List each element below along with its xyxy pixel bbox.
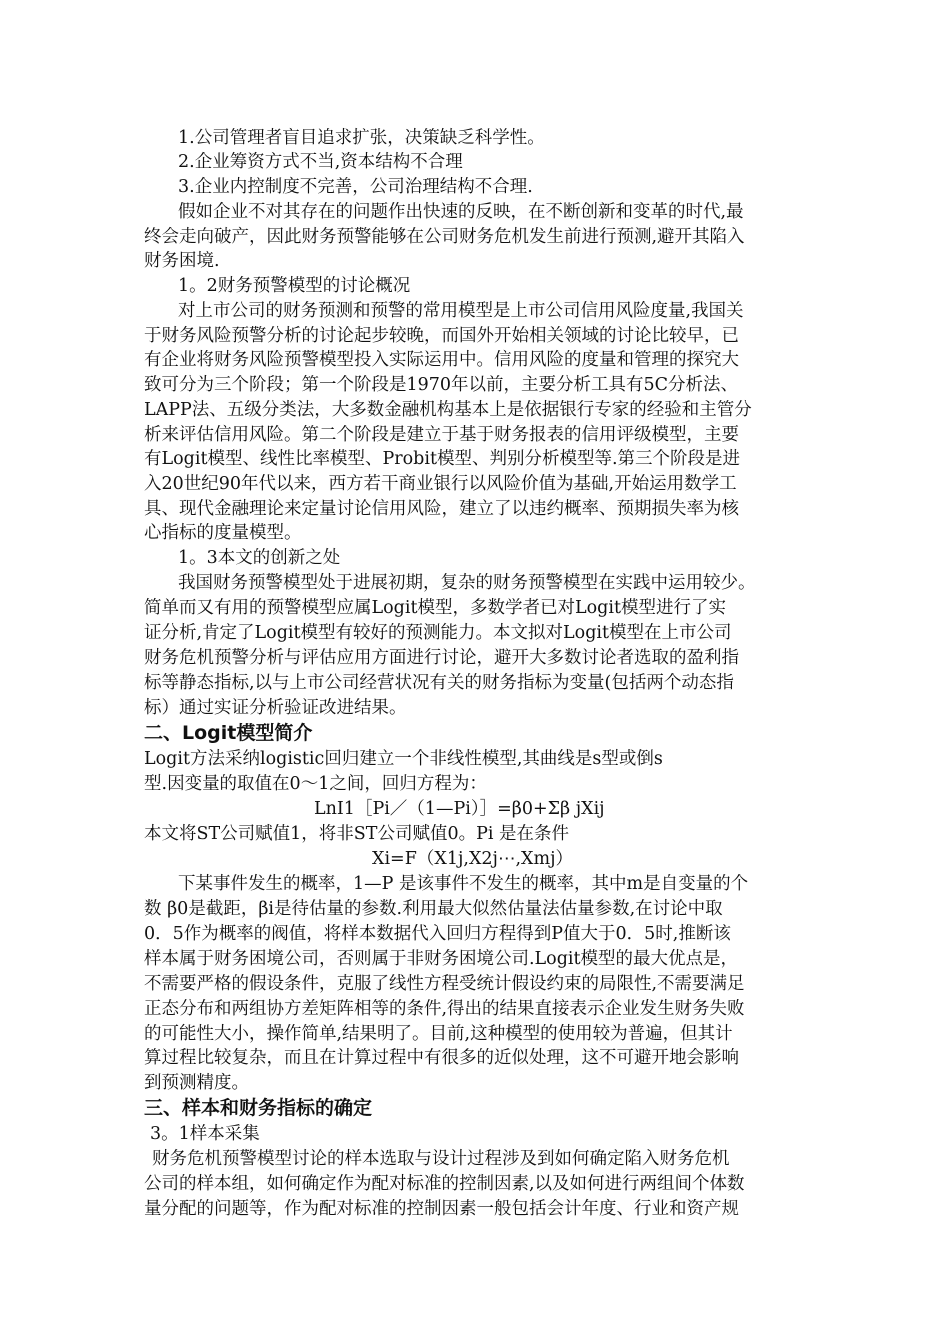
paragraph-line: 算过程比较复杂，而且在计算过程中有很多的近似处理，这不可避开地会影响 [144, 1048, 739, 1068]
paragraph-line: 我国财务预警模型处于进展初期，复杂的财务预警模型在实践中运用较少。 [178, 573, 756, 593]
paragraph-line: 具、现代金融理论来定量讨论信用风险，建立了以违约概率、预期损失率为核 [144, 499, 739, 519]
paragraph-line: 对上市公司的财务预测和预警的常用模型是上市公司信用风险度量,我国关 [178, 301, 744, 321]
section-heading: 三、样本和财务指标的确定 [144, 1097, 373, 1119]
paragraph-line: 下某事件发生的概率，1—P 是该事件不发生的概率，其中m是自变量的个 [178, 874, 749, 894]
paragraph-line: 公司的样本组，如何确定作为配对标准的控制因素,以及如何进行两组间个体数 [144, 1174, 745, 1194]
paragraph-line: 财务危机预警分析与评估应用方面进行讨论，避开大多数讨论者选取的盈利指 [144, 648, 739, 668]
paragraph-line: 型.因变量的取值在0～1之间，回归方程为： [144, 774, 487, 794]
paragraph-line: 0．5作为概率的阀值，将样本数据代入回归方程得到P值大于0．5时,推断该 [144, 924, 731, 944]
paragraph-line: 本文将ST公司赋值1，将非ST公司赋值0。Pi 是在条件 [144, 824, 570, 844]
paragraph-line: LAPP法、五级分类法，大多数金融机构基本上是依据银行专家的经验和主管分 [144, 400, 752, 420]
paragraph-line: 简单而又有用的预警模型应属Logit模型，多数学者已对Logit模型进行了实 [144, 598, 726, 618]
section-subheading: 1。3本文的创新之处 [178, 548, 341, 568]
paragraph-line: 致可分为三个阶段；第一个阶段是1970年以前，主要分析工具有5C分析法、 [144, 375, 739, 395]
list-item: 3.企业内控制度不完善，公司治理结构不合理. [178, 177, 533, 197]
section-subheading: 3。1样本采集 [150, 1124, 260, 1144]
paragraph-line: Logit方法采纳logistic回归建立一个非线性模型,其曲线是s型或倒s [144, 749, 663, 769]
paragraph-line: 有Logit模型、线性比率模型、Probit模型、判别分析模型等.第三个阶段是进 [144, 449, 741, 469]
section-subheading: 1。2财务预警模型的讨论概况 [178, 276, 411, 296]
paragraph-line: 的可能性大小，操作简单,结果明了。目前,这种模型的使用较为普遍，但其计 [144, 1024, 733, 1044]
paragraph-line: 正态分布和两组协方差矩阵相等的条件,得出的结果直接表示企业发生财务失败 [144, 999, 745, 1019]
paragraph-line: 有企业将财务风险预警模型投入实际运用中。信用风险的度量和管理的探究大 [144, 350, 739, 370]
condition-formula: Xi=F（X1j,X2j⋯,Xmj） [372, 849, 574, 869]
regression-formula: LnI1［Pi／（1—Pi）］=β0+Σβ jXij [314, 799, 605, 819]
paragraph-line: 假如企业不对其存在的问题作出快速的反映，在不断创新和变革的时代,最 [178, 202, 744, 222]
paragraph-line: 到预测精度。 [144, 1073, 249, 1093]
paragraph-line: 财务困境. [144, 251, 220, 271]
paragraph-line: 量分配的问题等，作为配对标准的控制因素一般包括会计年度、行业和资产规 [144, 1199, 739, 1219]
paragraph-line: 证分析,肯定了Logit模型有较好的预测能力。本文拟对Logit模型在上市公司 [144, 623, 732, 643]
paragraph-line: 终会走向破产，因此财务预警能够在公司财务危机发生前进行预测,避开其陷入 [144, 227, 745, 247]
paragraph-line: 于财务风险预警分析的讨论起步较晚，而国外开始相关领域的讨论比较早，已 [144, 326, 739, 346]
paragraph-line: 财务危机预警模型讨论的样本选取与设计过程涉及到如何确定陷入财务危机 [152, 1149, 730, 1169]
paragraph-line: 数 β0是截距，βi是待估量的参数.利用最大似然估量法估量参数,在讨论中取 [144, 899, 723, 919]
paragraph-line: 样本属于财务困境公司，否则属于非财务困境公司.Logit模型的最大优点是， [144, 949, 739, 969]
paragraph-line: 标等静态指标,以与上市公司经营状况有关的财务指标为变量(包括两个动态指 [144, 673, 734, 693]
paragraph-line: 心指标的度量模型。 [144, 523, 302, 543]
paragraph-line: 不需要严格的假设条件，克服了线性方程受统计假设约束的局限性,不需要满足 [144, 974, 745, 994]
paragraph-line: 入20世纪90年代以来，西方若干商业银行以风险价值为基础,开始运用数学工 [144, 474, 737, 494]
paragraph-line: 析来评估信用风险。第二个阶段是建立于基于财务报表的信用评级模型，主要 [144, 425, 739, 445]
list-item: 2.企业筹资方式不当,资本结构不合理 [178, 152, 463, 172]
paragraph-line: 标）通过实证分析验证改进结果。 [144, 698, 407, 718]
section-heading: 二、Logit模型简介 [144, 722, 313, 744]
list-item: 1.公司管理者盲目追求扩张，决策缺乏科学性。 [178, 128, 545, 148]
